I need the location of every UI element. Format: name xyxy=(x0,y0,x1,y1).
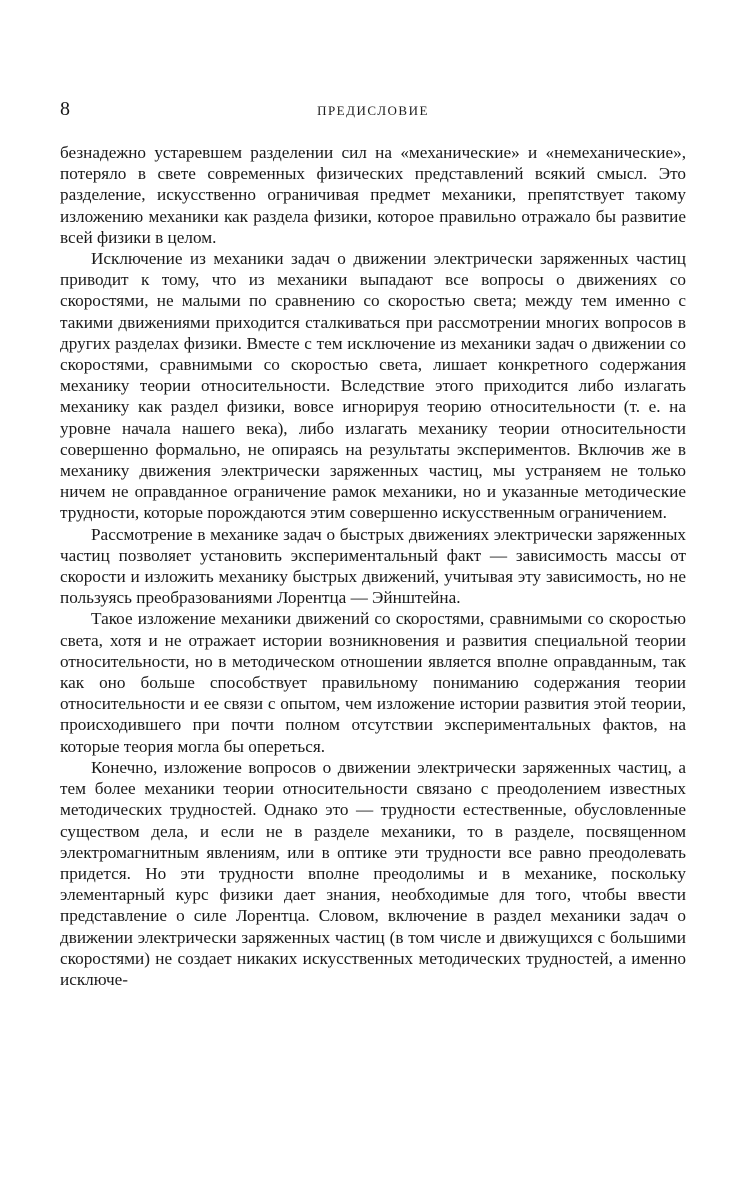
page-header xyxy=(60,98,686,128)
paragraph: Рассмотрение в механике задач о быстрых движениях электрически заряженных частиц позволяет установить экспериментальный факт — зависимость массы от скорости и изложить механику быстрых движений, учитывая эту зависимость, но не пользуясь преобразованиями Лорентца — Эйнштейна. xyxy=(60,524,686,608)
paragraph: Исключение из механики задач о движении электрически заряженных частиц приводит к тому, что из механики выпадают все вопросы о движениях со скоростями, не малыми по сравнению со скоростью света; между тем именно с такими движениями приходится сталкиваться при рассмотрении многих вопросов в других разделах физики. Вместе с тем исключение из механики задач о движении со скоростями, сравнимыми со скоростью света, лишает конкретного содержания механику теории относительности. Вследствие этого приходится либо излагать механику как раздел физики, вовсе игнорируя теорию относительности (т. е. на уровне начала нашего века), либо излагать механику теории относительности совершенно формально, не опираясь на результаты экспериментов. Включив же в механику движения электрически заряженных частиц, мы устраняем не только ничем не оправданное ограничение рамок механики, но и указанные методические трудности, которые порождаются этим совершенно искусственным ограничением. xyxy=(60,249,686,523)
paragraph: Такое изложение механики движений со скоростями, сравнимыми со скоростью света, хотя и не отражает истории возникновения и развития специальной теории относительности, но в методическом отношении является вполне оправданным, так как оно больше способствует правильному пониманию содержания теории относительности и ее связи с опытом, чем изложение истории развития этой теории, происходившего при почти полном отсутствии экспериментальных фактов, на которые теория могла бы опереться. xyxy=(60,609,686,756)
paragraph: Конечно, изложение вопросов о движении электрически заряженных частиц, а тем более механики теории относительности связано с преодолением известных методических трудностей. Однако это — трудности естественные, обусловленные существом дела, и если не в разделе механики, то в разделе, посвященном электромагнитным явлениям, или в оптике эти трудности все равно преодолевать придется. Но эти трудности вполне преодолимы и в механике, поскольку элементарный курс физики дает знания, необходимые для того, чтобы ввести представление о силе Лорентца. Словом, включение в раздел механики задач о движении электрически заряженных частиц (в том числе и движущихся с большими скоростями) не создает никаких искусственных методических трудностей, а именно исключе- xyxy=(60,757,686,989)
body-text xyxy=(60,142,686,990)
paragraph-continuation: безнадежно устаревшем разделении сил на «механические» и «немеханические», потеряло в свете современных физических представлений всякий смысл. Это разделение, искусственно ограничивая предмет механики, препятствует такому изложению механики как раздела физики, которое правильно отражало бы развитие всей физики в целом. xyxy=(60,143,686,247)
book-page xyxy=(60,98,686,990)
running-title: ПРЕДИСЛОВИЕ xyxy=(317,103,429,118)
page-number: 8 xyxy=(60,98,70,120)
